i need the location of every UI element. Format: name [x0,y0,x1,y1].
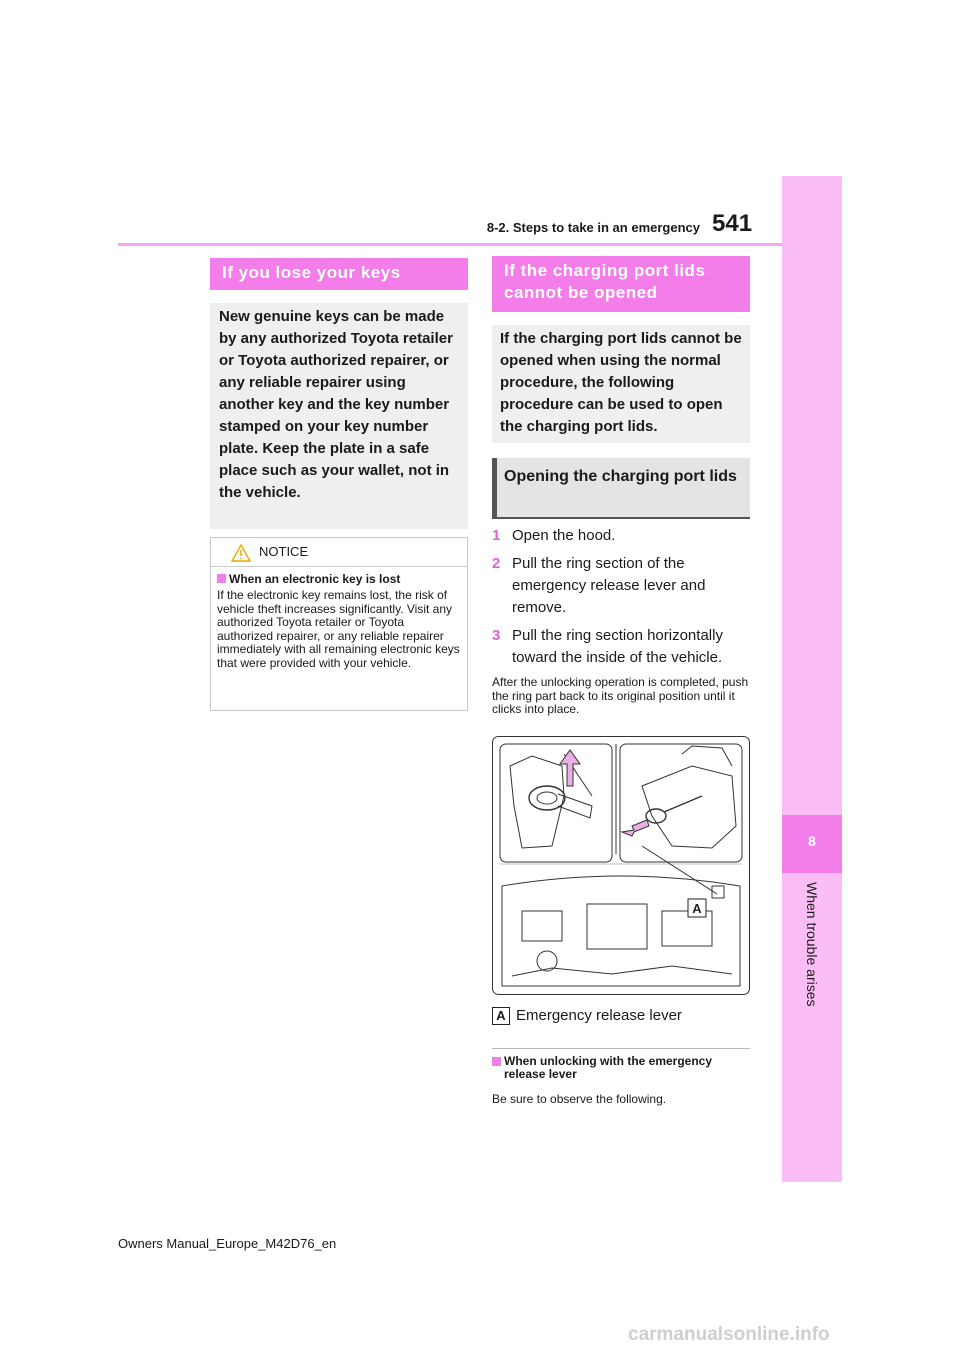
emergency-lever-body: Be sure to observe the following. [492,1092,667,1106]
emergency-lever-subheading [492,1055,750,1083]
notice-subheading [217,572,400,586]
notice-divider [211,566,467,567]
watermark: carmanualsonline.info [628,1324,830,1345]
step-text: Pull the ring section of the emergency release lever and remove. [512,555,706,616]
page-number: 541 [712,210,753,237]
step-number: 3 [492,627,501,644]
lost-keys-heading-text: If you lose your keys [222,263,401,282]
notice-subheading-text: When an electronic key is lost [229,572,401,586]
manual-id: Owners Manual_Europe_M42D76_en [118,1236,337,1251]
section-title: 8-2. Steps to take in an emergency [486,220,700,235]
header-rule [118,243,782,246]
charging-port-intro-box [492,325,750,443]
step-1 [492,525,754,547]
warning-triangle-icon [231,544,251,562]
lost-keys-heading [210,258,468,290]
callout-label: Emergency release lever [516,1007,682,1024]
step-text: Pull the ring section horizontally toward the inside of the vehicle. [512,627,723,666]
bottom-divider [492,1048,750,1049]
subheading-underline [492,517,750,519]
callout-letter-box: A [492,1007,510,1025]
notice-body: If the electronic key remains lost, the risk of vehicle theft increases significantly. Visit any authorized Toyota retailer or Toyota authorized repairer, or any reliable repairer immediately with all remaining electronic keys that were provided with your vehicle. [217,588,460,670]
opening-subheading-text: Opening the charging port lids [504,468,737,485]
opening-subheading [492,458,750,518]
after-unlock-note: After the unlocking operation is completed, push the ring part back to its original position until it clicks into place. [492,675,749,716]
charging-port-intro: If the charging port lids cannot be opened when using the normal procedure, the following procedure can be used to open the charging port lids. [500,330,742,435]
callout-letter-in-figure: A [692,901,702,916]
step-text: Open the hood. [512,527,616,544]
pink-square-bullet-icon [217,574,226,583]
lost-keys-box [210,303,468,529]
step-3 [492,625,754,669]
chapter-side-strip [782,176,842,1182]
notice-box [210,537,468,711]
step-2 [492,553,754,619]
chapter-number: 8 [808,833,816,849]
engine-bay-illustration [492,736,750,995]
notice-label: NOTICE [259,544,309,559]
subheading-bar [492,458,497,518]
chapter-label-wrap [782,882,842,1022]
pink-square-bullet-icon [492,1057,501,1066]
charging-port-heading [492,256,750,312]
emergency-lever-subheading-text: When unlocking with the emergency release lever [504,1054,713,1081]
step-number: 2 [492,555,501,572]
charging-port-heading-text: If the charging port lids cannot be opened [504,261,706,302]
lost-keys-body: New genuine keys can be made by any authorized Toyota retailer or Toyota authorized repairer, or any reliable repairer using another key and the key number stamped on your key number plate. Keep the plate in a safe place such as your wallet, not in the vehicle. [219,308,453,501]
step-number: 1 [492,527,501,544]
chapter-label: When trouble arises [804,882,820,1007]
